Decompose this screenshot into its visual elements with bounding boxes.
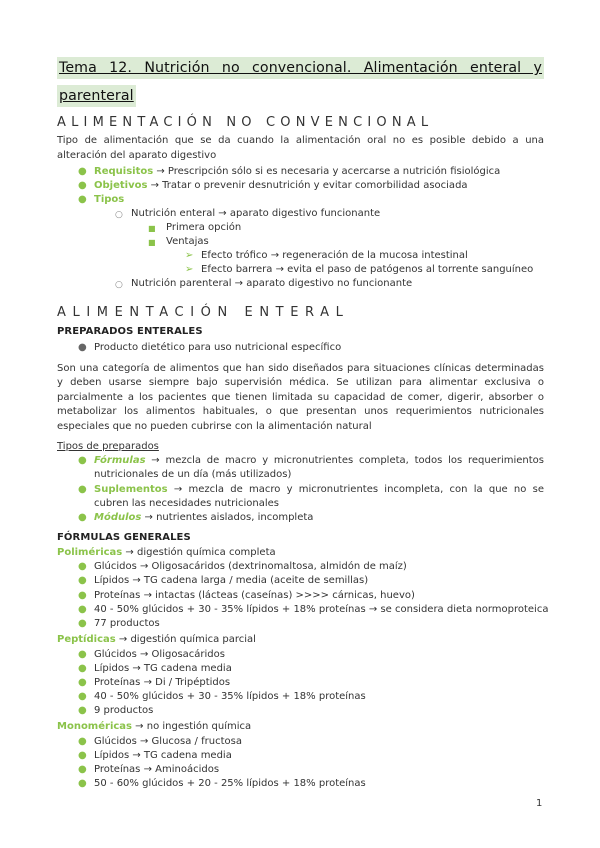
list-item-efecto-barrera: Efecto barrera → evita el paso de patógenos al torrente sanguíneo xyxy=(201,264,534,275)
arrow-bullet-icon: ➢ xyxy=(185,250,194,261)
enteral-paragraph: Son una categoría de alimentos que han sido diseñados para situaciones clínicas determinadas y deben usarse siempre bajo supervisión médica. Se utilizan para alimentar exclusiva o parcialmente a los pacientes que tienen limitada su capacidad de comer, digerir, absorber o metabolizar los alimentos habituales, o que presentan unos requerimientos nutricionales especiales que no pueden cubrirse con la alimentación natural xyxy=(57,363,544,432)
list-item-producto-dietetico: Producto dietético para uso nutricional específico xyxy=(94,342,342,353)
bullet-dot: ● xyxy=(78,561,87,572)
bullet-dot: ● xyxy=(78,691,87,702)
bullet-dot: ● xyxy=(78,342,87,353)
bullet-dot: ● xyxy=(78,604,87,615)
section-heading-no-convencional: ALIMENTACIÓN NO CONVENCIONAL xyxy=(57,115,434,130)
list-item: 40 - 50% glúcidos + 30 - 35% lípidos + 18% proteínas xyxy=(94,691,366,702)
bullet-dot: ● xyxy=(78,180,87,191)
bullet-dot: ● xyxy=(78,705,87,716)
list-item: 77 productos xyxy=(94,618,160,629)
square-bullet: ■ xyxy=(148,224,156,233)
page-number: 1 xyxy=(536,798,543,809)
list-item-requisitos: Requisitos → Prescripción sólo si es necesaria y acercarse a nutrición fisiológica xyxy=(94,166,501,177)
list-item-primera-opcion: Primera opción xyxy=(166,222,242,233)
preparados-enterales-heading: PREPARADOS ENTERALES xyxy=(57,326,203,337)
monomericas-heading: Monoméricas → no ingestión química xyxy=(57,721,252,732)
list-item-ventajas: Ventajas xyxy=(166,236,209,247)
list-item-enteral: Nutrición enteral → aparato digestivo funcionante xyxy=(131,208,381,219)
list-item: Proteínas → Di / Tripéptidos xyxy=(94,677,231,688)
bullet-dot: ● xyxy=(78,194,87,205)
list-item-objetivos: Objetivos → Tratar o prevenir desnutrición y evitar comorbilidad asociada xyxy=(94,180,468,191)
list-item: 50 - 60% glúcidos + 20 - 25% lípidos + 18% proteínas xyxy=(94,778,366,789)
bullet-dot: ● xyxy=(78,575,87,586)
bullet-dot: ● xyxy=(78,590,87,601)
bullet-dot: ● xyxy=(78,649,87,660)
list-item-formulas: Fórmulas → mezcla de macro y micronutrientes completa, todos los requerimientos nutricionales de un día (más utilizados) xyxy=(94,455,544,481)
bullet-dot: ● xyxy=(78,512,87,523)
bullet-dot: ● xyxy=(78,677,87,688)
bullet-dot: ● xyxy=(78,455,87,466)
list-item: Glúcidos → Glucosa / fructosa xyxy=(94,736,242,747)
list-item-suplementos: Suplementos → mezcla de macro y micronutrientes incompleta, con la que no se cubren las necesidades nutricionales xyxy=(94,484,544,510)
bullet-dot: ● xyxy=(78,736,87,747)
bullet-dot: ● xyxy=(78,764,87,775)
title-line-2: parenteral xyxy=(57,85,136,107)
list-item-efecto-trofico: Efecto trófico → regeneración de la mucosa intestinal xyxy=(201,250,468,261)
list-item: Glúcidos → Oligosacáridos (dextrinomaltosa, almidón de maíz) xyxy=(94,561,407,572)
hollow-bullet: ○ xyxy=(115,210,123,220)
hollow-bullet: ○ xyxy=(115,280,123,290)
section-heading-enteral: ALIMENTACIÓN ENTERAL xyxy=(57,305,350,320)
bullet-dot: ● xyxy=(78,778,87,789)
list-item: Proteínas → Aminoácidos xyxy=(94,764,220,775)
formulas-generales-heading: FÓRMULAS GENERALES xyxy=(57,532,191,543)
list-item-tipos: Tipos xyxy=(94,194,125,205)
arrow-bullet-icon: ➢ xyxy=(185,264,194,275)
bullet-dot: ● xyxy=(78,750,87,761)
tipos-preparados-heading: Tipos de preparados xyxy=(57,441,159,452)
list-item: Lípidos → TG cadena media xyxy=(94,663,232,674)
peptidicas-heading: Peptídicas → digestión química parcial xyxy=(57,634,256,645)
list-item-parenteral: Nutrición parenteral → aparato digestivo no funcionante xyxy=(131,278,413,289)
bullet-dot: ● xyxy=(78,484,87,495)
bullet-dot: ● xyxy=(78,663,87,674)
bullet-dot: ● xyxy=(78,618,87,629)
intro-paragraph: Tipo de alimentación que se da cuando la alimentación oral no es posible debido a una alteración del aparato digestivo xyxy=(57,135,544,161)
polimericas-heading: Poliméricas → digestión química completa xyxy=(57,547,276,558)
square-bullet: ■ xyxy=(148,238,156,247)
document-title xyxy=(57,57,544,107)
bullet-dot: ● xyxy=(78,166,87,177)
title-line-1: Tema 12. Nutrición no convencional. Alimentación enteral y xyxy=(57,57,544,79)
list-item: 9 productos xyxy=(94,705,154,716)
list-item: Glúcidos → Oligosacáridos xyxy=(94,649,225,660)
list-item: Proteínas → intactas (lácteas (caseínas) >>>> cárnicas, huevo) xyxy=(94,590,415,601)
list-item: 40 - 50% glúcidos + 30 - 35% lípidos + 18% proteínas → se considera dieta normoproteica xyxy=(94,604,549,615)
list-item-modulos: Módulos → nutrientes aislados, incompleta xyxy=(94,512,314,523)
list-item: Lípidos → TG cadena larga / media (aceite de semillas) xyxy=(94,575,369,586)
list-item: Lípidos → TG cadena media xyxy=(94,750,232,761)
